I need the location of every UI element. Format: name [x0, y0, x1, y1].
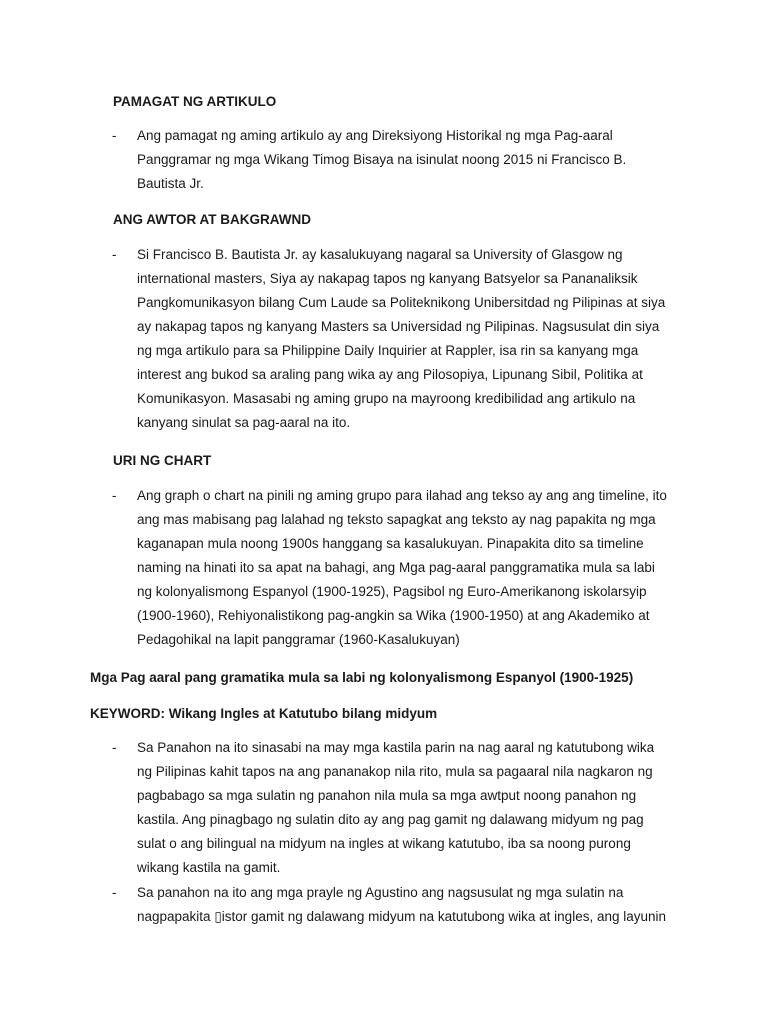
- bullet-dash: -: [112, 128, 117, 143]
- bullet-uri-ng-chart: [112, 484, 697, 652]
- text-line: interest ang bukod sa araling pang wika ay ang Pilosopiya, Lipunang Sibil, Politika at: [137, 367, 643, 382]
- bullet-dash: -: [112, 885, 117, 900]
- text-line: Pedagohikal na lapit panggramar (1960-Kasalukuyan): [137, 632, 460, 647]
- text-line: kanyang sinulat sa pag-aaral na ito.: [137, 415, 351, 430]
- text-line: Komunikasyon. Masasabi ng aming grupo na mayroong kredibilidad ang artikulo na: [137, 391, 636, 406]
- text-line: Ang graph o chart na pinili ng aming grupo para ilahad ang tekso ay ang ang timeline, ito: [137, 488, 667, 503]
- bullet-text: [137, 881, 697, 929]
- text-line: ay nakapag tapos ng kanyang Masters sa Universidad ng Pilipinas. Nagsusulat din siya: [137, 319, 660, 334]
- bullet-text: [137, 736, 697, 880]
- text-line: Si Francisco B. Bautista Jr. ay kasalukuyang nagaral sa University of Glasgow ng: [137, 247, 623, 262]
- text-line: ng kolonyalismong Espanyol (1900-1925), Pagsibol ng Euro-Amerikanong iskolarsyip: [137, 584, 647, 599]
- text-line: Sa Panahon na ito sinasabi na may mga kastila parin na nag aaral ng katutubong wika: [137, 740, 655, 755]
- section-heading-gramatika: Mga Pag aaral pang gramatika mula sa labi ng kolonyalismong Espanyol (1900-1925): [90, 670, 634, 685]
- section-heading-uri-ng-chart: URI NG CHART: [113, 453, 212, 468]
- text-line: Sa panahon na ito ang mga prayle ng Agustino ang nagsusulat ng mga sulatin na: [137, 885, 624, 900]
- text-line: ng Pilipinas kahit tapos na ang pananakop nila rito, mula sa pagaaral nila nagkaron ng: [137, 764, 653, 779]
- text-line: kaganapan mula noong 1900s hanggang sa kasalukuyan. Pinapakita dito sa timeline: [137, 536, 644, 551]
- bullet-text: [137, 484, 697, 652]
- bullet-text: [137, 124, 697, 196]
- bullet-dash: -: [112, 740, 117, 755]
- bullet-dash: -: [112, 247, 117, 262]
- text-line: ang mas mabisang pag lalahad ng teksto sapagkat ang teksto ay nag papakita ng mga: [137, 512, 656, 527]
- section-heading-pamagat: PAMAGAT NG ARTIKULO: [113, 94, 277, 109]
- text-line: nagpapakita ▯istor gamit ng dalawang midyum na katutubong wika at ingles, ang layunin: [137, 909, 667, 924]
- text-line: Bautista Jr.: [137, 176, 204, 191]
- bullet-text: [137, 243, 697, 435]
- text-line: (1900-1960), Rehiyonalistikong pag-angkin sa Wika (1900-1950) at ang Akademiko at: [137, 608, 650, 623]
- bullet-dash: -: [112, 488, 117, 503]
- text-line: Pangkomunikasyon bilang Cum Laude sa Politeknikong Unibersitdad ng Pilipinas at siya: [137, 295, 666, 310]
- text-line: kastila. Ang pinagbago ng sulatin dito ay ang pag gamit ng dalawang midyum ng pag: [137, 812, 644, 827]
- text-line: pagbabago sa mga sulatin ng panahon nila mula sa mga awtput noong panahon ng: [137, 788, 637, 803]
- bullet-panahon-2: [112, 881, 697, 929]
- bullet-awtor: [112, 243, 697, 435]
- bullet-panahon-1: [112, 736, 697, 880]
- text-line: Ang pamagat ng aming artikulo ay ang Direksiyong Historikal ng mga Pag-aaral: [137, 128, 613, 143]
- bullet-pamagat: [112, 124, 697, 196]
- text-line: naming na hinati ito sa apat na bahagi, ang Mga pag-aaral panggramatika mula sa labi: [137, 560, 655, 575]
- text-line: Panggramar ng mga Wikang Timog Bisaya na isinulat noong 2015 ni Francisco B.: [137, 152, 627, 167]
- keyword-line: KEYWORD: Wikang Ingles at Katutubo bilang midyum: [90, 706, 438, 721]
- text-line: sulat o ang bilingual na midyum na ingles at wikang katutubo, iba sa noong purong: [137, 836, 631, 851]
- text-line: international masters, Siya ay nakapag tapos ng kanyang Batsyelor sa Pananaliksik: [137, 271, 638, 286]
- text-line: ng mga artikulo para sa Philippine Daily Inquirier at Rappler, isa rin sa kanyang mga: [137, 343, 639, 358]
- section-heading-awtor: ANG AWTOR AT BAKGRAWND: [113, 212, 311, 227]
- text-line: wikang kastila na gamit.: [137, 860, 281, 875]
